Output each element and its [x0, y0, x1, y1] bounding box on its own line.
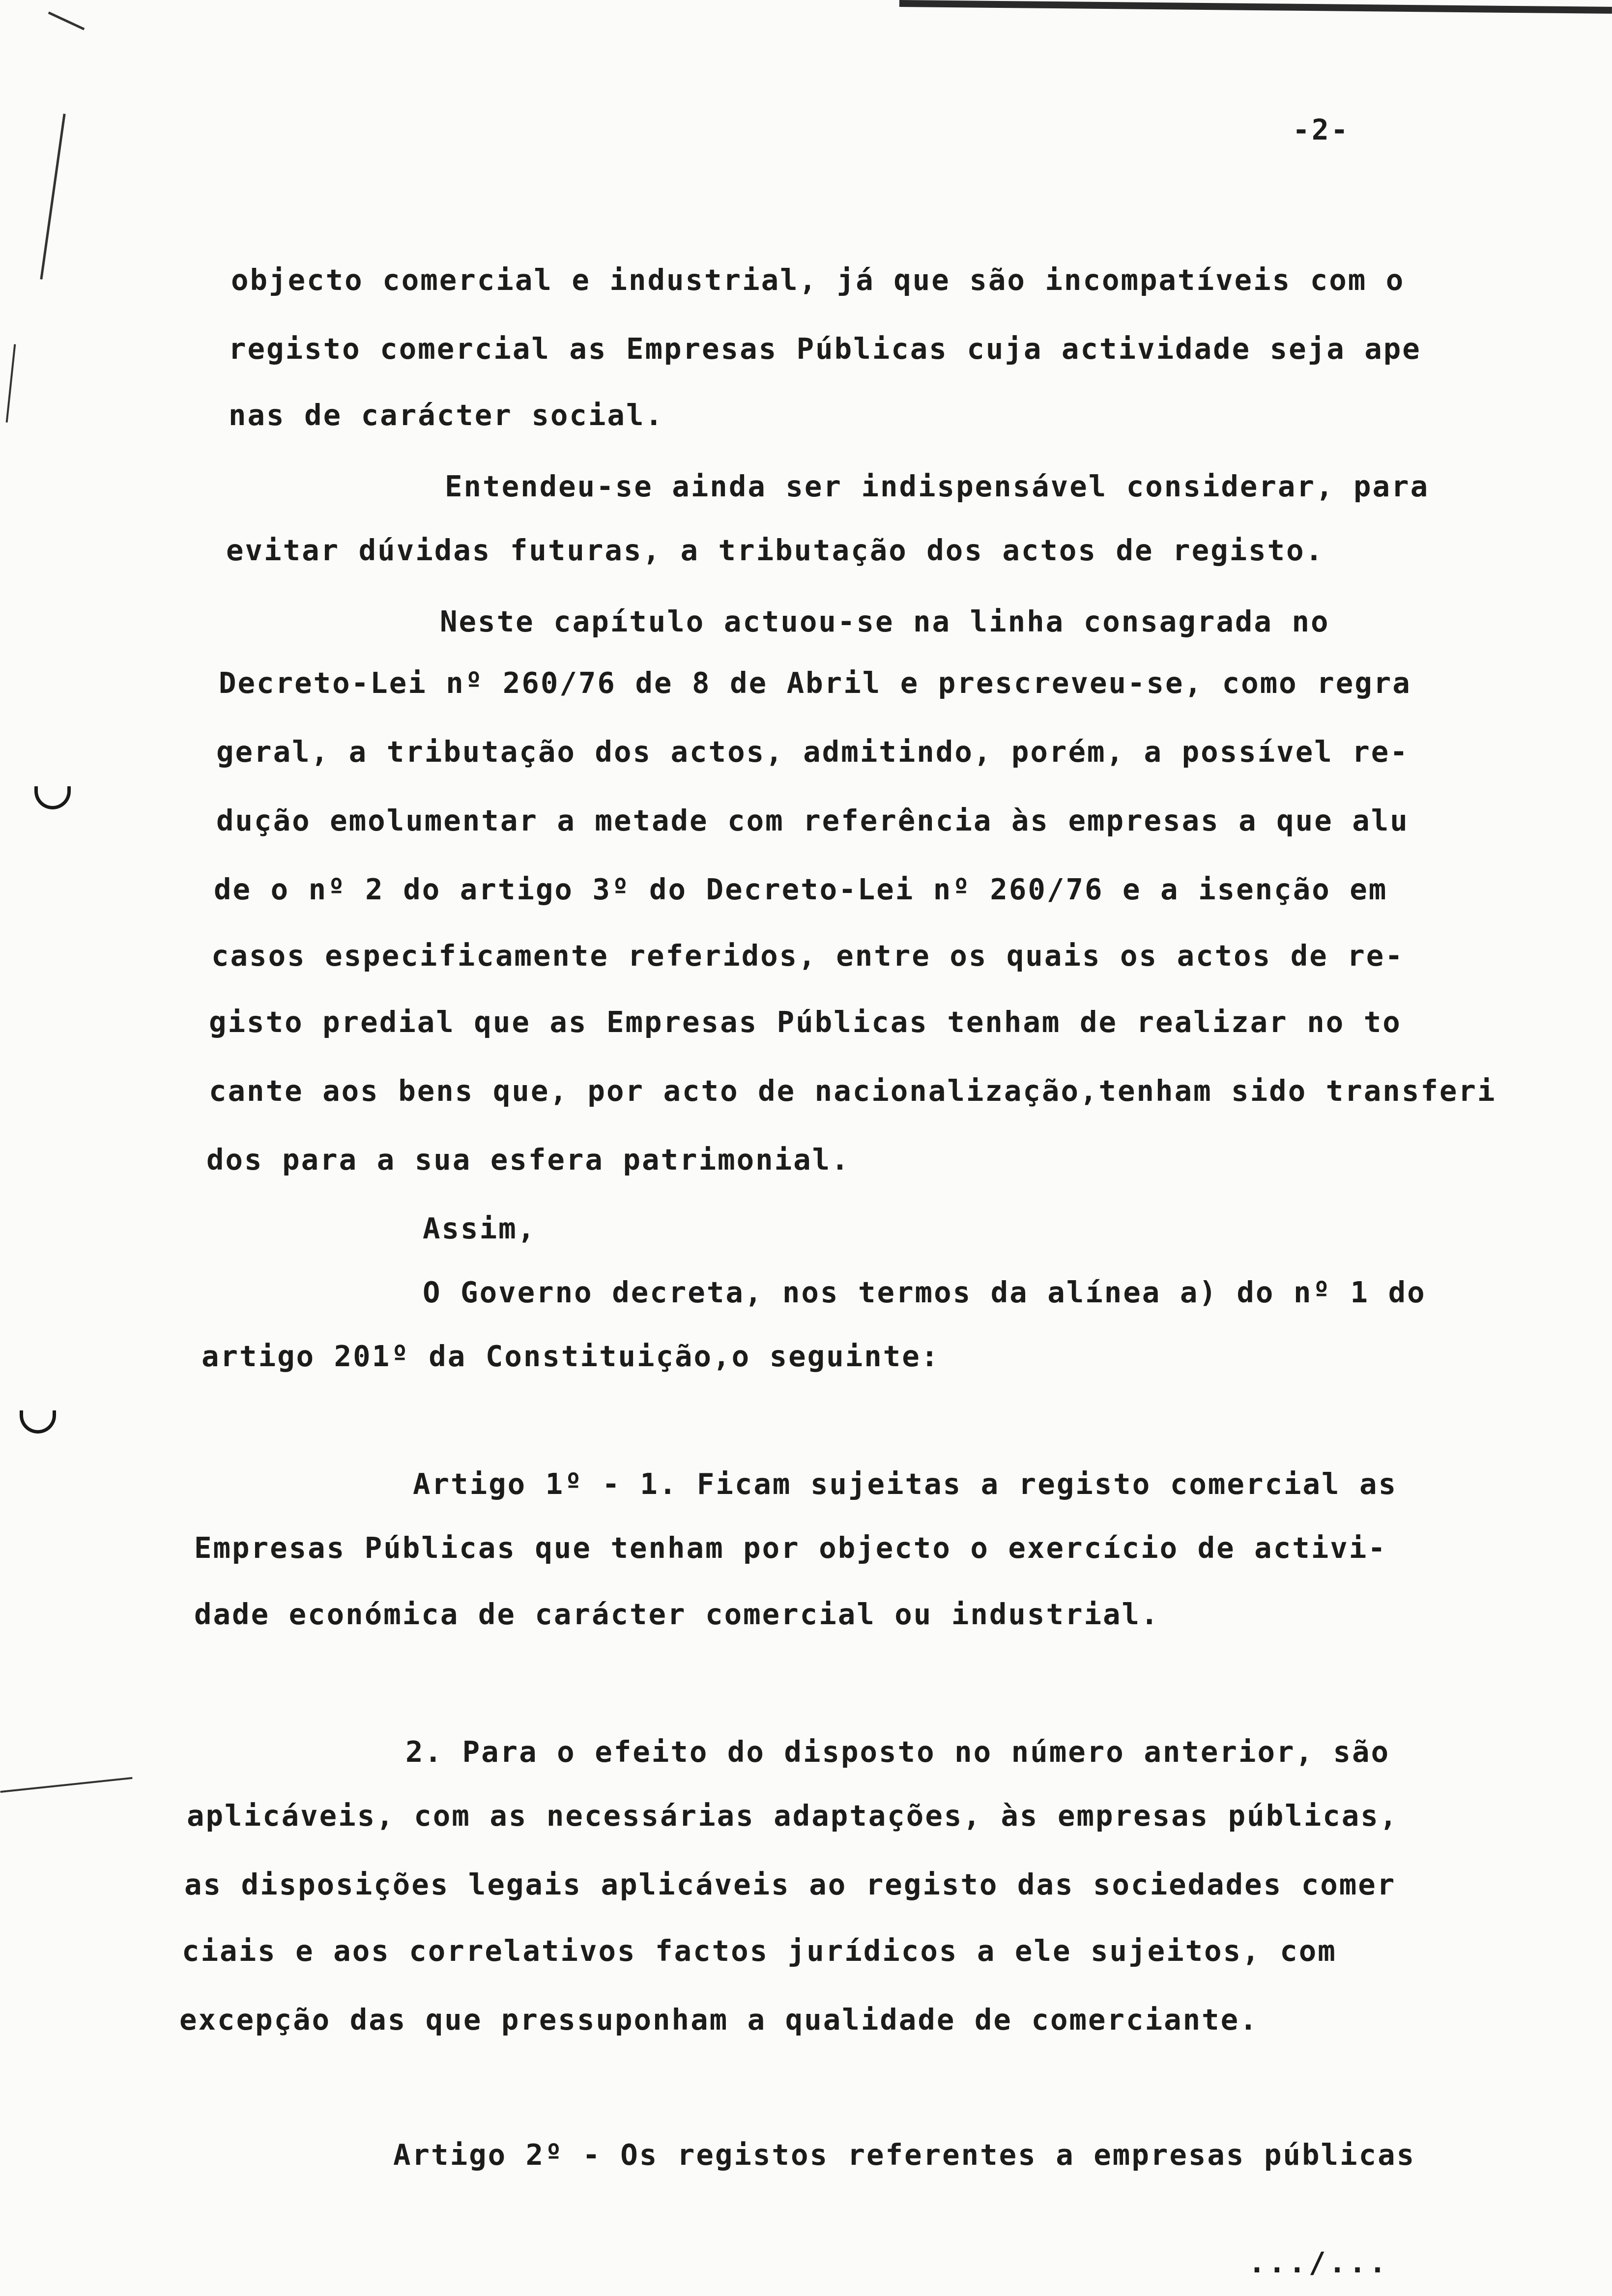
text-line: Artigo 1º - 1. Ficam sujeitas a registo comercial as	[413, 1467, 1398, 1501]
text-line: dade económica de carácter comercial ou industrial.	[194, 1597, 1160, 1631]
continuation-mark: .../...	[1248, 2246, 1389, 2279]
text-line: objecto comercial e industrial, já que são incompatíveis com o	[231, 263, 1405, 297]
text-line: Assim,	[423, 1211, 537, 1245]
text-line: Empresas Públicas que tenham por objecto o exercício de activi-	[194, 1531, 1387, 1565]
text-line: aplicáveis, com as necessárias adaptações, às empresas públicas,	[187, 1799, 1399, 1833]
text-line: dução emolumentar a metade com referência às empresas a que alu	[216, 804, 1409, 837]
scan-edge-rule	[899, 0, 1612, 14]
text-line: casos especificamente referidos, entre os quais os actos de re-	[211, 939, 1404, 973]
text-line: 2. Para o efeito do disposto no número anterior, são	[405, 1735, 1390, 1769]
text-line: cante aos bens que, por acto de nacionalização,tenham sido transferi	[209, 1074, 1497, 1108]
text-line: nas de carácter social.	[229, 398, 664, 432]
text-line: evitar dúvidas futuras, a tributação dos actos de registo.	[226, 533, 1324, 567]
margin-mark	[0, 1777, 133, 1793]
text-line: O Governo decreta, nos termos da alínea a) do nº 1 do	[423, 1275, 1426, 1309]
text-line: excepção das que pressuponham a qualidade de comerciante.	[179, 2003, 1259, 2037]
text-line: artigo 201º da Constituição,o seguinte:	[202, 1339, 940, 1373]
text-line: gisto predial que as Empresas Públicas tenham de realizar no to	[209, 1005, 1402, 1039]
text-line: registo comercial as Empresas Públicas cuja actividade seja ape	[229, 332, 1421, 366]
text-line: Entendeu-se ainda ser indispensável considerar, para	[445, 469, 1430, 503]
text-line: Artigo 2º - Os registos referentes a empresas públicas	[393, 2138, 1416, 2172]
margin-mark	[6, 344, 16, 423]
text-line: Neste capítulo actuou-se na linha consagrada no	[440, 604, 1330, 638]
text-line: Decreto-Lei nº 260/76 de 8 de Abril e prescreveu-se, como regra	[219, 666, 1411, 700]
binder-hole-mark	[34, 786, 71, 809]
binder-hole-mark	[20, 1410, 56, 1434]
margin-mark	[40, 114, 65, 279]
text-line: geral, a tributação dos actos, admitindo, porém, a possível re-	[216, 735, 1409, 769]
text-line: de o nº 2 do artigo 3º do Decreto-Lei nº 260/76 e a isenção em	[214, 872, 1388, 906]
text-line: ciais e aos correlativos factos jurídicos a ele sujeitos, com	[182, 1934, 1337, 1968]
text-line: dos para a sua esfera patrimonial.	[206, 1143, 850, 1177]
page-number: -2-	[1293, 113, 1350, 146]
margin-mark	[48, 11, 85, 30]
text-line: as disposições legais aplicáveis ao registo das sociedades comer	[184, 1867, 1396, 1901]
